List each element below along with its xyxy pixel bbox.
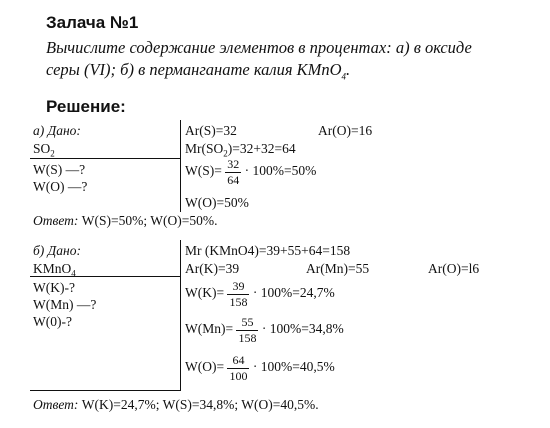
part-b-divider bbox=[180, 240, 181, 390]
part-a-find-wo: W(O) —? bbox=[33, 179, 88, 194]
part-a-ar-o: Ar(O)=16 bbox=[318, 123, 373, 138]
part-a-divider bbox=[180, 120, 181, 212]
part-b-find-wo: W(0)-? bbox=[33, 314, 72, 329]
solution-heading: Решение: bbox=[46, 97, 126, 116]
task-line-1: Вычислите содержание элементов в процентах: а) в оксиде bbox=[46, 38, 472, 57]
part-b-find-wk: W(K)-? bbox=[33, 280, 75, 295]
task-line-2: серы (VI); б) в перманганате калия KMnO$_4$. bbox=[46, 60, 351, 82]
part-a-find-ws: W(S) —? bbox=[33, 162, 86, 177]
part-a-mr: $Mr(SO_2)=32+32=64$ bbox=[185, 141, 296, 159]
part-b-given-underline bbox=[30, 276, 181, 277]
part-b-wmn-fraction: $\frac{55}{158}$ bbox=[238, 315, 257, 345]
part-b-bottom-line bbox=[30, 390, 181, 391]
part-a-ws-formula: W(S)= $\frac{32}{64}$ · 100%=50% bbox=[185, 157, 317, 187]
part-a-ws-fraction: $\frac{32}{64}$ bbox=[227, 157, 240, 187]
part-a-ar-s: Ar(S)=32 bbox=[185, 123, 237, 138]
part-b-wk-fraction: $\frac{39}{158}$ bbox=[229, 279, 248, 309]
part-b-wk-formula: W(K)= $\frac{39}{158}$ · 100%=24,7% bbox=[185, 279, 335, 309]
part-b-answer: Ответ: W(K)=24,7%; W(S)=34,8%; W(O)=40,5%. bbox=[33, 397, 319, 412]
part-b-wo-formula: W(O)= $\frac{64}{100}$ · 100%=40,5% bbox=[185, 353, 335, 383]
part-a-given-label: а) Дано: bbox=[33, 123, 81, 138]
part-b-ar-mn: Ar(Mn)=55 bbox=[306, 261, 370, 276]
part-b-wo-fraction: $\frac{64}{100}$ bbox=[229, 353, 248, 383]
part-b-given-label: б) Дано: bbox=[33, 243, 81, 258]
part-a-given-formula: $SO_2$ bbox=[33, 141, 55, 159]
part-b-mr: Mr (KMnO4)=39+55+64=158 bbox=[185, 243, 351, 258]
part-b-given-formula: KMnO$_4$ bbox=[33, 261, 76, 279]
part-b-find-wmn: W(Mn) —? bbox=[33, 297, 97, 312]
problem-title: Залача №1 bbox=[46, 13, 139, 32]
part-a-wo-result: W(O)=50% bbox=[185, 195, 249, 210]
part-a-given-underline bbox=[30, 158, 181, 159]
part-a-answer: Ответ: W(S)=50%; W(O)=50%. bbox=[33, 213, 218, 228]
part-b-ar-k: Ar(K)=39 bbox=[185, 261, 240, 276]
part-b-ar-o: Ar(O)=l6 bbox=[428, 261, 480, 276]
part-b-wmn-formula: W(Mn)= $\frac{55}{158}$ · 100%=34,8% bbox=[185, 315, 344, 345]
